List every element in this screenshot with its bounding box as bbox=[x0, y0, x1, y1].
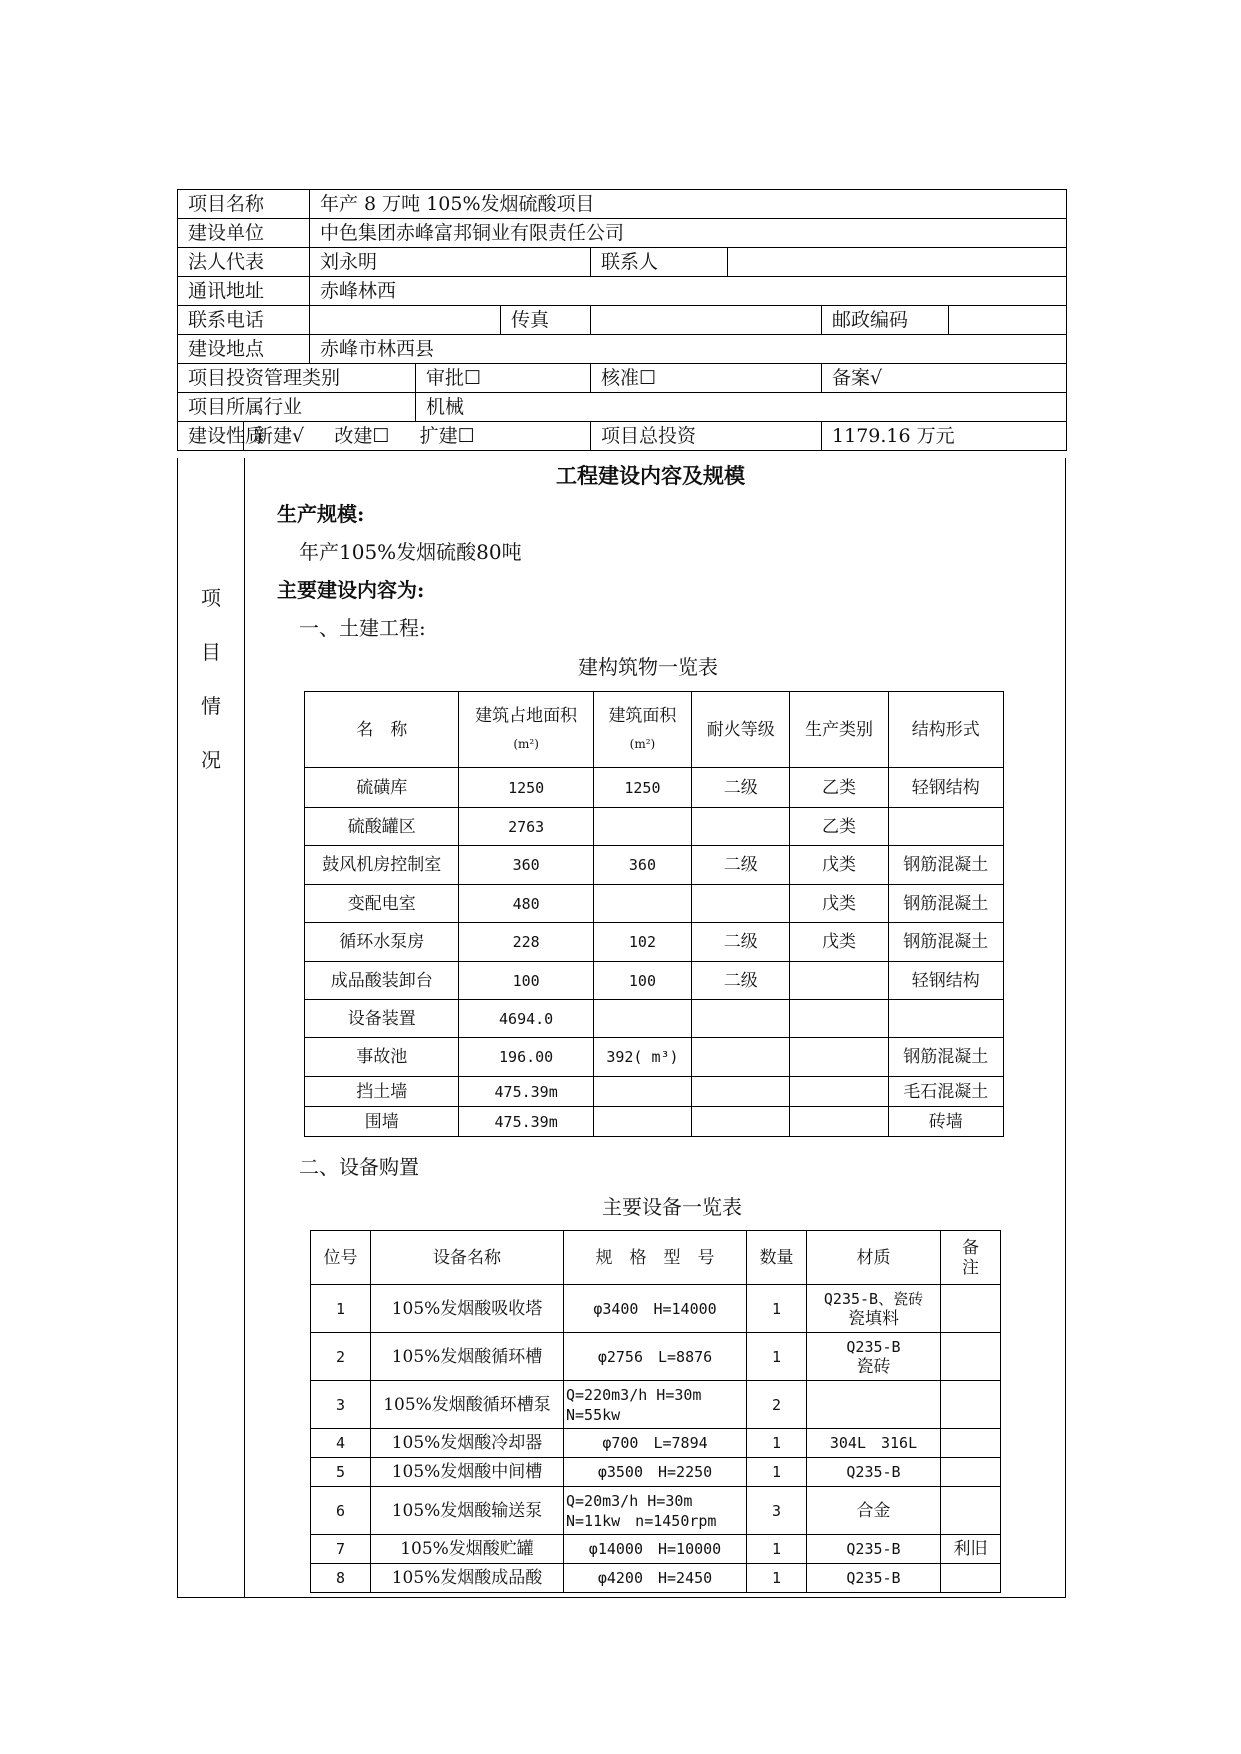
material-line: 304L 316L bbox=[829, 1434, 918, 1452]
builder: 中色集团赤峰富邦铜业有限责任公司 bbox=[310, 219, 1067, 248]
side-label-char: 项 bbox=[201, 586, 221, 610]
cell: 毛石混凝土 bbox=[888, 1077, 1003, 1107]
cell bbox=[564, 1333, 747, 1381]
cell: 设备装置 bbox=[305, 1000, 459, 1038]
contact bbox=[728, 248, 1067, 277]
cell: 轻钢结构 bbox=[888, 962, 1003, 1000]
cell bbox=[807, 1487, 941, 1535]
production-scale: 年产105%发烟硫酸80吨 bbox=[299, 540, 522, 564]
cell: 戊类 bbox=[790, 923, 888, 962]
cell: 事故池 bbox=[305, 1038, 459, 1077]
nature-rebuild: 改建☐ bbox=[334, 425, 390, 447]
spec-line: φ4200 H=2450 bbox=[597, 1569, 713, 1587]
cell: 成品酸装卸台 bbox=[305, 962, 459, 1000]
legal-rep: 刘永明 bbox=[310, 248, 591, 277]
material-line: Q235-B bbox=[846, 1463, 901, 1481]
phone-label: 联系电话 bbox=[178, 306, 310, 335]
col-header-floor-area-label: 建筑面积 bbox=[608, 705, 677, 726]
table-row bbox=[311, 1285, 1001, 1333]
table-row bbox=[311, 1564, 1001, 1593]
cell: 二级 bbox=[692, 962, 790, 1000]
cell bbox=[692, 1107, 790, 1137]
cell: 100 bbox=[459, 962, 593, 1000]
cell: 循环水泵房 bbox=[305, 923, 459, 962]
col-header-quantity: 数量 bbox=[747, 1231, 807, 1285]
cell bbox=[807, 1535, 941, 1564]
verify-checkbox: 核准☐ bbox=[591, 364, 822, 393]
table-row bbox=[305, 768, 1004, 808]
col-header-spec: 规 格 型 号 bbox=[564, 1231, 747, 1285]
cell: 105%发烟酸成品酸 bbox=[371, 1564, 564, 1593]
col-header-fire-rating: 耐火等级 bbox=[692, 692, 790, 768]
cell bbox=[564, 1285, 747, 1333]
total-invest: 1179.16 万元 bbox=[822, 422, 1067, 451]
cell bbox=[692, 1000, 790, 1038]
cell bbox=[888, 808, 1003, 846]
cell: 105%发烟酸中间槽 bbox=[371, 1458, 564, 1487]
table-row bbox=[311, 1535, 1001, 1564]
nature-options bbox=[244, 422, 591, 451]
project-name-label: 项目名称 bbox=[178, 190, 310, 219]
cell: 102 bbox=[593, 923, 691, 962]
cell: 1 bbox=[747, 1429, 807, 1458]
cell: 戊类 bbox=[790, 846, 888, 885]
table-row bbox=[305, 808, 1004, 846]
side-label-char: 情 bbox=[201, 694, 221, 718]
cell: 3 bbox=[747, 1487, 807, 1535]
scale-label: 生产规模: bbox=[277, 502, 365, 526]
cell bbox=[593, 1077, 691, 1107]
cell: 1 bbox=[311, 1285, 371, 1333]
col-header-position: 位号 bbox=[311, 1231, 371, 1285]
cell: 1 bbox=[747, 1564, 807, 1593]
cell: 4694.0 bbox=[459, 1000, 593, 1038]
cell: 4 bbox=[311, 1429, 371, 1458]
side-label-column bbox=[178, 458, 245, 1597]
equipment-table bbox=[310, 1230, 1001, 1593]
main-content-label: 主要建设内容为: bbox=[277, 578, 425, 602]
cell: 围墙 bbox=[305, 1107, 459, 1137]
civil-works-label: 一、土建工程: bbox=[299, 616, 426, 640]
table-row bbox=[305, 885, 1004, 923]
cell bbox=[564, 1564, 747, 1593]
col-header-name: 名 称 bbox=[305, 692, 459, 768]
cell bbox=[941, 1564, 1001, 1593]
industry: 机械 bbox=[416, 393, 1067, 422]
cell: 1 bbox=[747, 1458, 807, 1487]
cell: 2 bbox=[311, 1333, 371, 1381]
cell bbox=[790, 1038, 888, 1077]
cell: 1 bbox=[747, 1285, 807, 1333]
equipment-label: 二、设备购置 bbox=[299, 1155, 419, 1179]
cell bbox=[564, 1458, 747, 1487]
material-line: Q235-B、瓷砖 bbox=[823, 1289, 924, 1308]
cell bbox=[941, 1429, 1001, 1458]
cell bbox=[941, 1333, 1001, 1381]
cell bbox=[941, 1458, 1001, 1487]
table-row bbox=[311, 1429, 1001, 1458]
cell bbox=[692, 808, 790, 846]
building-table-title: 建构筑物一览表 bbox=[578, 655, 718, 679]
cell: 1250 bbox=[593, 768, 691, 808]
cell: 1 bbox=[747, 1333, 807, 1381]
cell bbox=[941, 1285, 1001, 1333]
postcode-label: 邮政编码 bbox=[822, 306, 949, 335]
cell: 100 bbox=[593, 962, 691, 1000]
cell: 钢筋混凝土 bbox=[888, 923, 1003, 962]
table-row bbox=[311, 1381, 1001, 1429]
cell: 196.00 bbox=[459, 1038, 593, 1077]
cell: 475.39m bbox=[459, 1107, 593, 1137]
cell: 鼓风机房控制室 bbox=[305, 846, 459, 885]
cell: 360 bbox=[459, 846, 593, 885]
cell bbox=[593, 885, 691, 923]
spec-line: N=11kw n=1450rpm bbox=[566, 1511, 717, 1530]
nature-new: 新建√ bbox=[254, 425, 305, 447]
table-row bbox=[311, 1487, 1001, 1535]
table-row bbox=[305, 846, 1004, 885]
cell: 2 bbox=[747, 1381, 807, 1429]
nature-expand: 扩建☐ bbox=[419, 425, 475, 447]
cell: 二级 bbox=[692, 923, 790, 962]
table-row bbox=[305, 1038, 1004, 1077]
cell: 228 bbox=[459, 923, 593, 962]
fax-label: 传真 bbox=[501, 306, 591, 335]
col-header-land-area-unit: (m²) bbox=[513, 736, 539, 751]
spec-line: φ14000 H=10000 bbox=[588, 1540, 722, 1558]
cell bbox=[564, 1429, 747, 1458]
cell bbox=[790, 1077, 888, 1107]
phone bbox=[310, 306, 501, 335]
cell bbox=[888, 1000, 1003, 1038]
cell: 乙类 bbox=[790, 808, 888, 846]
cell bbox=[941, 1487, 1001, 1535]
cell: 挡土墙 bbox=[305, 1077, 459, 1107]
cell bbox=[593, 1000, 691, 1038]
spec-line: φ2756 L=8876 bbox=[597, 1347, 713, 1366]
fax bbox=[591, 306, 822, 335]
spec-line: N=55kw bbox=[566, 1405, 621, 1424]
postcode bbox=[949, 306, 1067, 335]
equipment-table-title: 主要设备一览表 bbox=[602, 1195, 742, 1219]
cell bbox=[692, 1077, 790, 1107]
side-label-char: 况 bbox=[201, 748, 221, 772]
cell bbox=[564, 1381, 747, 1429]
col-header-land-area-label: 建筑占地面积 bbox=[475, 705, 578, 726]
material-line: Q235-B bbox=[846, 1569, 901, 1587]
cell: 105%发烟酸吸收塔 bbox=[371, 1285, 564, 1333]
cell: 钢筋混凝土 bbox=[888, 885, 1003, 923]
spec-line: φ700 L=7894 bbox=[602, 1434, 708, 1452]
record-checkbox: 备案√ bbox=[822, 364, 1067, 393]
cell: 轻钢结构 bbox=[888, 768, 1003, 808]
cell bbox=[807, 1285, 941, 1333]
material-line: Q235-B bbox=[846, 1540, 901, 1558]
material-line: 合金 bbox=[856, 1500, 891, 1521]
cell: 480 bbox=[459, 885, 593, 923]
col-header-remarks-1: 备 bbox=[962, 1237, 979, 1258]
col-header-material: 材质 bbox=[807, 1231, 941, 1285]
cell bbox=[692, 885, 790, 923]
cell: 戊类 bbox=[790, 885, 888, 923]
col-header-floor-area-unit: (m²) bbox=[629, 736, 656, 751]
cell bbox=[564, 1535, 747, 1564]
section-heading: 工程建设内容及规模 bbox=[556, 463, 745, 488]
col-header-remarks-2: 注 bbox=[962, 1257, 979, 1278]
project-situation-block bbox=[177, 458, 1066, 1598]
cell: 硫酸罐区 bbox=[305, 808, 459, 846]
cell bbox=[807, 1333, 941, 1381]
cell: 5 bbox=[311, 1458, 371, 1487]
spec-line: Q=220m3/h H=30m bbox=[566, 1385, 702, 1404]
cell: 105%发烟酸冷却器 bbox=[371, 1429, 564, 1458]
address: 赤峰林西 bbox=[310, 277, 1067, 306]
address-label: 通讯地址 bbox=[178, 277, 310, 306]
table-row bbox=[305, 1107, 1004, 1137]
cell bbox=[807, 1429, 941, 1458]
cell: 3 bbox=[311, 1381, 371, 1429]
cell: 利旧 bbox=[941, 1535, 1001, 1564]
site-label: 建设地点 bbox=[178, 335, 310, 364]
col-header-structure: 结构形式 bbox=[888, 692, 1003, 768]
cell bbox=[692, 1038, 790, 1077]
cell: 6 bbox=[311, 1487, 371, 1535]
cell bbox=[593, 808, 691, 846]
material-line: 瓷砖 bbox=[856, 1356, 891, 1377]
table-row bbox=[305, 1000, 1004, 1038]
col-header-production-class: 生产类别 bbox=[790, 692, 888, 768]
col-header-land-area bbox=[459, 692, 593, 768]
cell: 105%发烟酸循环槽泵 bbox=[371, 1381, 564, 1429]
project-name: 年产 8 万吨 105%发烟硫酸项目 bbox=[310, 190, 1067, 219]
spec-line: φ3400 H=14000 bbox=[593, 1299, 717, 1318]
legal-rep-label: 法人代表 bbox=[178, 248, 310, 277]
site: 赤峰市林西县 bbox=[310, 335, 1067, 364]
total-invest-label: 项目总投资 bbox=[591, 422, 822, 451]
cell: 乙类 bbox=[790, 768, 888, 808]
spec-line: Q=20m3/h H=30m bbox=[566, 1491, 693, 1510]
table-row bbox=[311, 1333, 1001, 1381]
cell bbox=[941, 1381, 1001, 1429]
col-header-equipment-name: 设备名称 bbox=[371, 1231, 564, 1285]
cell: 1250 bbox=[459, 768, 593, 808]
cell bbox=[593, 1107, 691, 1137]
col-header-floor-area bbox=[593, 692, 691, 768]
cell: 392( m³) bbox=[593, 1038, 691, 1077]
cell: 7 bbox=[311, 1535, 371, 1564]
material-line: Q235-B bbox=[846, 1337, 901, 1356]
cell bbox=[790, 1000, 888, 1038]
cell: 硫磺库 bbox=[305, 768, 459, 808]
col-header-remarks bbox=[941, 1231, 1001, 1285]
approval-checkbox: 审批☐ bbox=[416, 364, 591, 393]
cell bbox=[807, 1381, 941, 1429]
project-info-table bbox=[177, 189, 1067, 451]
table-row bbox=[305, 962, 1004, 1000]
cell bbox=[807, 1564, 941, 1593]
cell: 变配电室 bbox=[305, 885, 459, 923]
invest-mgmt-label: 项目投资管理类别 bbox=[178, 364, 416, 393]
cell: 360 bbox=[593, 846, 691, 885]
side-label-char: 目 bbox=[201, 640, 221, 664]
builder-label: 建设单位 bbox=[178, 219, 310, 248]
cell: 钢筋混凝土 bbox=[888, 846, 1003, 885]
cell bbox=[564, 1487, 747, 1535]
table-row bbox=[305, 923, 1004, 962]
spec-line: φ3500 H=2250 bbox=[597, 1463, 713, 1481]
industry-label: 项目所属行业 bbox=[178, 393, 416, 422]
table-row bbox=[311, 1458, 1001, 1487]
cell: 二级 bbox=[692, 846, 790, 885]
cell: 105%发烟酸循环槽 bbox=[371, 1333, 564, 1381]
cell: 8 bbox=[311, 1564, 371, 1593]
cell: 砖墙 bbox=[888, 1107, 1003, 1137]
contact-label: 联系人 bbox=[591, 248, 728, 277]
cell: 1 bbox=[747, 1535, 807, 1564]
cell: 2763 bbox=[459, 808, 593, 846]
cell: 钢筋混凝土 bbox=[888, 1038, 1003, 1077]
cell: 105%发烟酸贮罐 bbox=[371, 1535, 564, 1564]
cell bbox=[807, 1458, 941, 1487]
cell: 二级 bbox=[692, 768, 790, 808]
building-table bbox=[304, 691, 1004, 1137]
nature-label: 建设性质 bbox=[178, 422, 244, 451]
table-row bbox=[305, 1077, 1004, 1107]
cell bbox=[790, 1107, 888, 1137]
material-line: 瓷填料 bbox=[848, 1308, 899, 1329]
cell: 475.39m bbox=[459, 1077, 593, 1107]
cell: 105%发烟酸输送泵 bbox=[371, 1487, 564, 1535]
cell bbox=[790, 962, 888, 1000]
